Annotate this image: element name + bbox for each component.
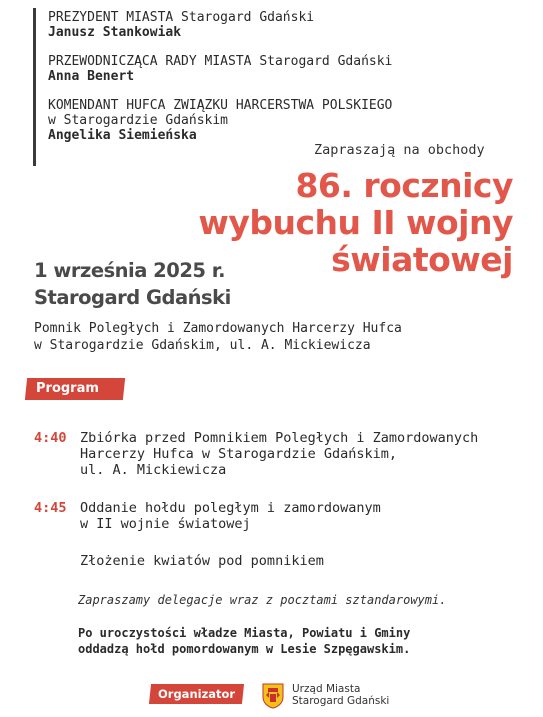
description-line: ul. A. Mickiewicza: [80, 462, 227, 478]
title-line: wybuchu II wojny: [198, 203, 513, 242]
left-divider-bar: [33, 8, 36, 166]
program-label-text: Program: [36, 381, 99, 396]
inviter-name: Anna Benert: [48, 69, 135, 84]
title-line: światowej: [331, 240, 513, 279]
event-title: [198, 167, 513, 278]
program-label: [25, 378, 125, 400]
inviter-council-chair: [48, 54, 392, 84]
inviter-role-location: w Starogardzie Gdańskim: [48, 113, 229, 128]
closing-line: Po uroczystości władze Miasta, Powiatu i Gminy: [78, 626, 411, 640]
description-line: Oddanie hołdu poległym i zamordowanym: [80, 500, 381, 516]
organizer-label: [149, 684, 244, 704]
program-item-description: [80, 430, 524, 478]
inviter-role: PRZEWODNICZĄCA RADY MIASTA Starogard Gdański: [48, 54, 393, 69]
event-date: 1 września 2025 r.: [34, 259, 225, 282]
organizer-name: [292, 683, 389, 707]
organizer-name-line: Urząd Miasta: [292, 683, 361, 695]
description-line: Harcerzy Hufca w Starogardzie Gdańskim,: [80, 446, 397, 462]
description-line: Zbiórka przed Pomnikiem Poległych i Zamordowanych: [80, 430, 479, 446]
title-line: 86. rocznicy: [295, 166, 513, 205]
program-item: [34, 430, 524, 478]
invitation-text: Zapraszają na obchody: [314, 142, 485, 158]
delegations-note: Zapraszamy delegacje wraz z pocztami sztandarowymi.: [78, 593, 447, 607]
closing-line: oddadzą hołd pomordowanym w Lesie Szpęgawskim.: [78, 642, 411, 656]
organizer-name-line: Starogard Gdański: [292, 695, 390, 707]
inviter-mayor: [48, 10, 392, 40]
organizer-label-text: Organizator: [158, 687, 236, 701]
inviters-block: [48, 10, 392, 157]
flowers-item: Złożenie kwiatów pod pomnikiem: [80, 553, 324, 569]
event-place: [34, 320, 402, 354]
inviter-scout-commander: [48, 98, 392, 143]
inviter-name: Janusz Stankowiak: [48, 25, 182, 40]
place-line: w Starogardzie Gdańskim, ul. A. Mickiewicza: [34, 338, 371, 353]
program-item: [34, 500, 524, 532]
date-block: [34, 257, 231, 311]
inviter-role: PREZYDENT MIASTA Starogard Gdański: [48, 10, 315, 25]
place-line: Pomnik Poległych i Zamordowanych Harcerzy Hufca: [34, 321, 402, 336]
inviter-role: KOMENDANT HUFCA ZWIĄZKU HARCERSTWA POLSKIEGO: [48, 98, 393, 113]
program-item-time: 4:40: [34, 430, 67, 446]
city-crest-icon: [262, 683, 284, 709]
description-line: w II wojnie światowej: [80, 516, 251, 532]
program-item-time: 4:45: [34, 500, 67, 516]
event-city: Starogard Gdański: [34, 286, 231, 309]
inviter-name: Angelika Siemieńska: [48, 128, 197, 143]
program-item-description: [80, 500, 524, 532]
closing-note: [78, 625, 410, 657]
